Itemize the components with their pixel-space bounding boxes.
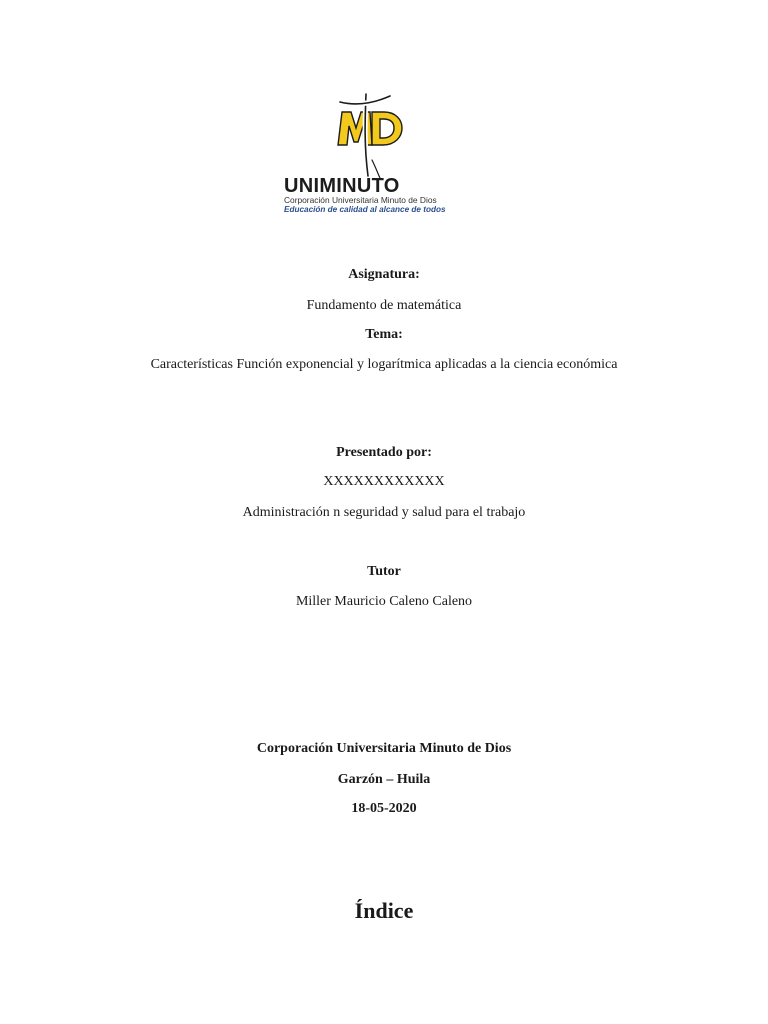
institution-name: Corporación Universitaria Minuto de Dios — [256, 741, 512, 756]
subject-value: Fundamento de matemática — [306, 298, 462, 313]
uniminuto-logo — [282, 90, 454, 214]
presented-by-label: Presentado por: — [336, 445, 432, 460]
logo-tagline: Educación de calidad al alcance de todos — [284, 205, 446, 212]
tutor-name: Miller Mauricio Caleno Caleno — [295, 594, 473, 609]
date: 18-05-2020 — [351, 801, 417, 816]
logo-subtitle: Corporación Universitaria Minuto de Dios — [284, 195, 437, 205]
topic-label: Tema: — [365, 327, 403, 342]
student-name: XXXXXXXXXXXX — [323, 474, 445, 489]
md-logo-icon — [332, 90, 412, 180]
logo-wordmark: UNIMINUTO — [284, 175, 400, 197]
subject-label: Asignatura: — [348, 267, 420, 282]
topic-value: Características Función exponencial y logarítmica aplicadas a la ciencia económica — [150, 357, 618, 372]
tutor-label: Tutor — [367, 564, 401, 579]
program-name: Administración n seguridad y salud para el trabajo — [242, 505, 526, 520]
index-heading: Índice — [354, 898, 414, 923]
location: Garzón – Huila — [337, 772, 431, 787]
